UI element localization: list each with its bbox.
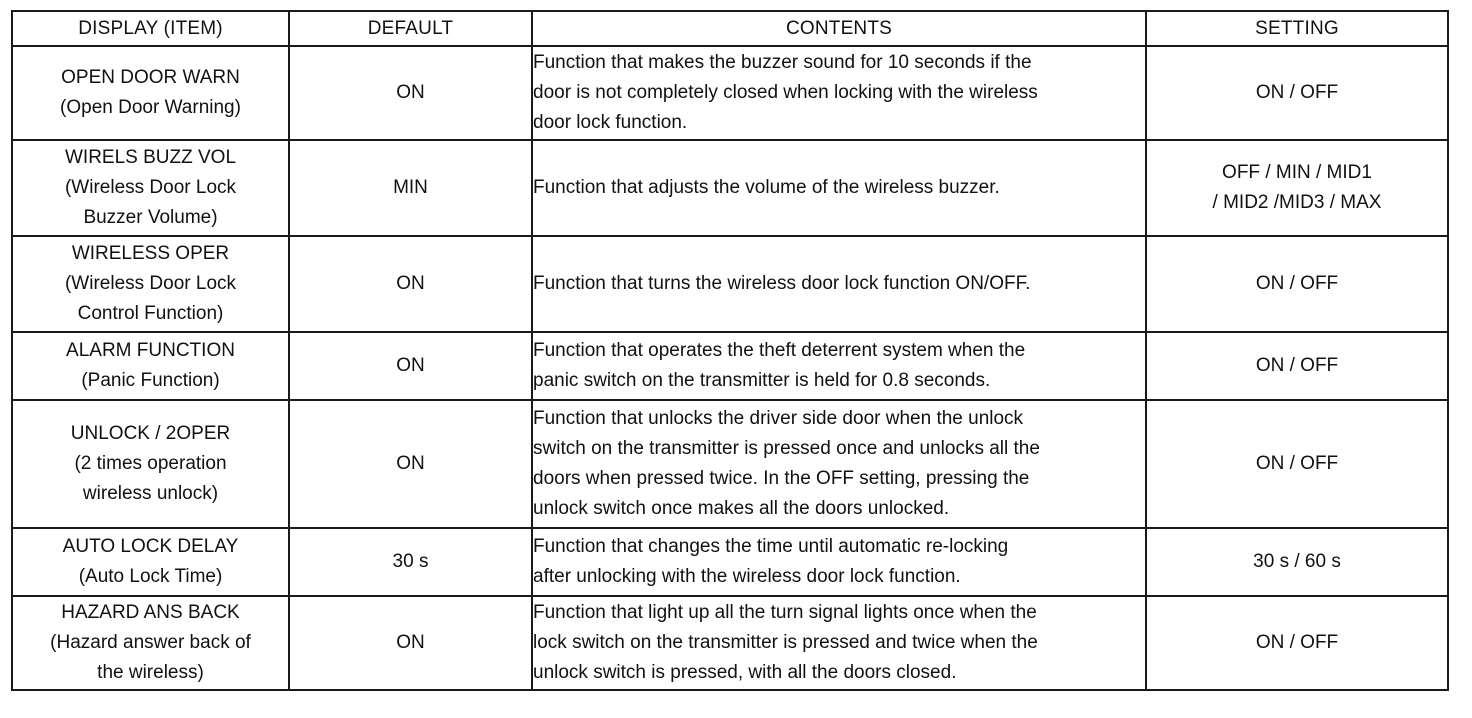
item-description: (2 times operation [74, 453, 227, 474]
cell-display-item [12, 140, 289, 236]
table-row [12, 236, 1448, 332]
header-display-item: DISPLAY (ITEM) [12, 11, 289, 46]
contents-line: after unlocking with the wireless door lock function. [533, 566, 961, 587]
cell-default: ON [289, 46, 532, 140]
setting-line: ON / OFF [1255, 632, 1339, 653]
contents-line: Function that adjusts the volume of the wireless buzzer. [533, 177, 1000, 198]
table-row [12, 140, 1448, 236]
contents-line: panic switch on the transmitter is held for 0.8 seconds. [533, 370, 991, 391]
header-default: DEFAULT [289, 11, 532, 46]
cell-setting [1146, 332, 1448, 400]
cell-default: ON [289, 400, 532, 528]
cell-contents [532, 596, 1146, 690]
cell-setting [1146, 236, 1448, 332]
contents-line: Function that makes the buzzer sound for 10 seconds if the [533, 52, 1032, 73]
cell-default: ON [289, 332, 532, 400]
cell-setting [1146, 596, 1448, 690]
cell-display-item [12, 528, 289, 596]
cell-setting [1146, 528, 1448, 596]
cell-default: ON [289, 236, 532, 332]
item-name: WIRELESS OPER [71, 243, 230, 264]
setting-line: ON / OFF [1255, 273, 1339, 294]
cell-contents [532, 332, 1146, 400]
cell-display-item [12, 236, 289, 332]
item-name: WIRELS BUZZ VOL [64, 147, 237, 168]
item-description: (Wireless Door Lock [64, 177, 237, 198]
item-description: wireless unlock) [82, 483, 219, 504]
cell-contents [532, 400, 1146, 528]
table-row [12, 400, 1448, 528]
table-body [12, 46, 1448, 690]
item-description: (Open Door Warning) [60, 97, 241, 118]
setting-line: / MID2 /MID3 / MAX [1212, 192, 1382, 213]
contents-line: Function that turns the wireless door lock function ON/OFF. [533, 273, 1031, 294]
setting-line: ON / OFF [1255, 355, 1339, 376]
contents-line: Function that operates the theft deterrent system when the [533, 340, 1026, 361]
item-description: the wireless) [97, 662, 204, 683]
item-description: (Hazard answer back of [50, 632, 251, 653]
item-description: (Wireless Door Lock [64, 273, 237, 294]
table-row [12, 46, 1448, 140]
item-description: (Panic Function) [81, 370, 220, 391]
contents-line: unlock switch is pressed, with all the doors closed. [533, 662, 957, 683]
header-row [12, 11, 1448, 46]
table-row [12, 596, 1448, 690]
table-row [12, 528, 1448, 596]
item-description: (Auto Lock Time) [78, 566, 223, 587]
contents-line: unlock switch once makes all the doors unlocked. [533, 498, 950, 519]
setting-line: 30 s / 60 s [1253, 551, 1341, 572]
contents-line: Function that unlocks the driver side door when the unlock [533, 408, 1024, 429]
cell-contents [532, 140, 1146, 236]
setting-line: ON / OFF [1255, 453, 1339, 474]
cell-default: ON [289, 596, 532, 690]
contents-line: Function that changes the time until automatic re-locking [533, 536, 1009, 557]
cell-contents [532, 46, 1146, 140]
contents-line: lock switch on the transmitter is pressed and twice when the [533, 632, 1038, 653]
item-description: Buzzer Volume) [83, 207, 218, 228]
contents-line: switch on the transmitter is pressed once and unlocks all the [533, 438, 1040, 459]
table-header [12, 11, 1448, 46]
cell-display-item [12, 596, 289, 690]
setting-line: ON / OFF [1255, 82, 1339, 103]
header-contents: CONTENTS [532, 11, 1146, 46]
header-setting: SETTING [1146, 11, 1448, 46]
item-name: UNLOCK / 2OPER [70, 423, 231, 444]
cell-contents [532, 236, 1146, 332]
setting-line: OFF / MIN / MID1 [1222, 162, 1372, 183]
contents-line: doors when pressed twice. In the OFF setting, pressing the [533, 468, 1030, 489]
cell-default: MIN [289, 140, 532, 236]
cell-display-item [12, 400, 289, 528]
cell-display-item [12, 332, 289, 400]
item-name: ALARM FUNCTION [66, 340, 235, 361]
table-row [12, 332, 1448, 400]
item-name: OPEN DOOR WARN [61, 67, 240, 88]
item-name: HAZARD ANS BACK [61, 602, 240, 623]
cell-setting [1146, 140, 1448, 236]
item-name: AUTO LOCK DELAY [62, 536, 239, 557]
cell-contents [532, 528, 1146, 596]
contents-line: door is not completely closed when locking with the wireless [533, 82, 1038, 103]
settings-table [11, 10, 1449, 691]
contents-line: Function that light up all the turn signal lights once when the [533, 602, 1037, 623]
contents-line: door lock function. [533, 112, 688, 133]
cell-setting [1146, 400, 1448, 528]
cell-setting [1146, 46, 1448, 140]
item-description: Control Function) [77, 303, 224, 324]
cell-display-item [12, 46, 289, 140]
cell-default: 30 s [289, 528, 532, 596]
